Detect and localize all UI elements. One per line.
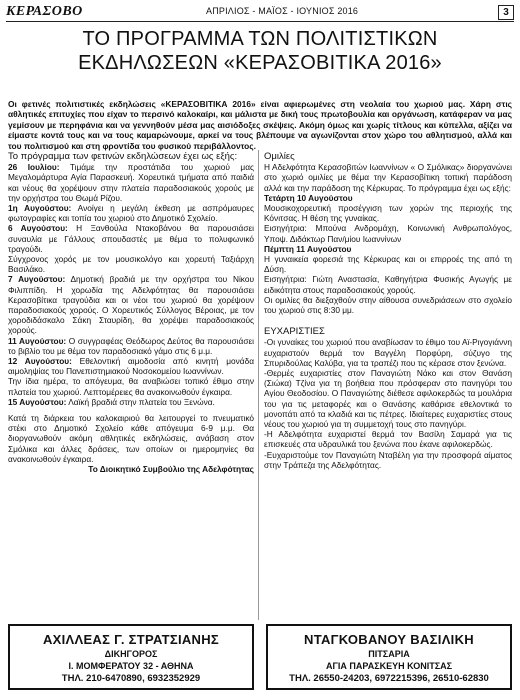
event-text: Σύγχρονος χορός με τον μουσικολόγο και χορευτή Ταξιάρχη Βασιλάκο. — [8, 254, 254, 275]
event-item — [8, 356, 254, 376]
article-title — [6, 27, 514, 75]
ad-name: ΝΤΑΓΚΟΒΑΝΟΥ ΒΑΣΙΛΙΚΗ — [304, 632, 474, 647]
lecture-venue: Οι ομιλίες θα διεξαχθούν στην αίθουσα συνεδριάσεων στο σχολείο του χωριού στις 8:30 μμ. — [264, 294, 512, 316]
event-item — [8, 274, 254, 335]
event-item — [8, 336, 254, 356]
ad-role: ΠΙΤΣΑΡΙΑ — [368, 649, 410, 659]
thanks-heading: ΕΥΧΑΡΙΣΤΙΕΣ — [264, 326, 325, 338]
event-text: Λαϊκή βραδιά στην πλατεία του Ξενώνα. — [66, 396, 215, 407]
newspaper-brand: ΚΕΡΑΣΟΒΟ — [6, 4, 83, 19]
ad-address: Ι. ΜΟΜΦΕΡΑΤΟΥ 32 - ΑΘΗΝΑ — [68, 661, 194, 671]
event-date: 15 Αυγούστου: — [8, 396, 67, 407]
issue-date: ΑΠΡΙΛΙΟΣ - ΜΑΪΟΣ - ΙΟΥΝΙΟΣ 2016 — [206, 6, 359, 16]
page-number: 3 — [498, 5, 514, 20]
ad-lawyer — [8, 624, 254, 690]
event-text: Δημοτική βραδιά με την ορχήστρα του Νίκου Φιλιππίδη. Η χορωδία της Αδελφότητας θα παρουσιάσει Κερασοβίτικα τραγούδια και οι νέοι του χωριού θα χορέψουν παραδοσιακούς χορούς. Ο Χορευτικός Σύλλογος Βέροιας, με τον χοροδιδάσκαλο Σάκη Σταυρίδη, θα χορέψει παραδοσιακούς χορούς. — [8, 274, 254, 336]
event-text: Ο συγγραφέας Θεόδωρος Δεύτος θα παρουσιάσει το βιβλίο του με θέμα τον παραδοσιακό γάμο στις 6 μ.μ. — [8, 335, 254, 356]
lecture-speaker: Εισηγήτρια: Γιώτη Αναστασία, Καθηγήτρια Φυσικής Αγωγής με ειδικότητα στους παραδοσιακούς χορούς. — [264, 274, 512, 295]
event-date: 26 Ιουλίου: — [8, 162, 60, 173]
lectures-intro: Η Αδελφότητα Κερασοβιτών Ιωαννίνων « Ο Σμόλικας» διοργανώνει στο χωριό ομιλίες με θέμα την Κερασοβίτικη τοπική παράδοση αλλά και την παράδοση της Κέρκυρας. Το πρόγραμμα έχει ως εξής: — [264, 162, 512, 193]
event-date: 1η Αυγούστου: — [8, 203, 72, 214]
thanks-item: -Οι γυναίκες του χωριού που αναβίωσαν το έθιμο του Αϊ-Ριγογιάννη ευχαριστούν θερμά τον Βαγγέλη Πορφύρη, σύζυγο της Σπυριδούλας Καλύβα, για τα τραπέζι που τις κέρασε στον ξενώνα. — [264, 337, 512, 368]
page-header — [6, 4, 514, 22]
event-text: Την ίδια ημέρα, το απόγευμα, θα αναβιώσει τοπικό έθιμο στην πλατεία του χωριού. Λεπτομέρειες θα ανακοινωθούν έγκαιρα. — [8, 376, 254, 397]
thanks-item: -Θερμές ευχαριστίες στον Παναγιώτη Νάκο και στον Θανάση (Σιώκα) Τζίνα για τη βοήθεια που πρόσφεραν στο πανηγύρι του Αγίου Θεοδοσίου. Ο Παναγιώτης διέθεσε αφιλοκερδώς τα μουλάρια του για τις μεταφορές και ο Θανάσης καθάρισε εθελοντικά το μονοπάτι από τα κλαδιά και τις πέτρες. Ιδιαίτερες ευχαριστίες στους νέους του χωριού για τη συμμετοχή τους στο πανηγύρι. — [264, 368, 512, 430]
lectures-column — [264, 152, 512, 470]
ad-phone: ΤΗΛ. 210-6470890, 6932352929 — [61, 673, 201, 684]
program-heading: Το πρόγραμμα των φετινών εκδηλώσεων έχει ως εξής: — [8, 151, 238, 162]
event-text: Εθελοντική αιμοδοσία από κινητή μονάδα αιμοληψίας του Πανεπιστημιακού Νοσοκομείου Ιωαννίνων. — [8, 356, 254, 377]
event-item — [8, 376, 254, 396]
ad-address: ΑΓΙΑ ΠΑΡΑΣΚΕΥΗ ΚΟΝΙΤΣΑΣ — [325, 661, 453, 671]
event-item — [8, 203, 254, 223]
lecture-date: Πέμπτη 11 Αυγούστου — [264, 243, 352, 254]
ad-name: ΑΧΙΛΛΕΑΣ Γ. ΣΤΡΑΤΣΙΑΝΗΣ — [42, 632, 220, 647]
event-text: Ανοίγει η μεγάλη έκθεση με ασπρόμαυρες φωτογραφίες και τοπία του χωριού στο Δημοτικό Σχολείο. — [8, 203, 254, 224]
lecture-topic: Μουσικοχορευτική προσέγγιση των χορών της περιοχής της Κόνιτσας. Η θέση της γυναίκας. — [264, 203, 512, 224]
lecture-topic: Η γυναικεία φορεσιά της Κέρκυρας και οι επιρροές της από τη Δύση. — [264, 254, 512, 275]
ad-phone: ΤΗΛ. 26550-24203, 6972215396, 26510-62830 — [289, 673, 489, 684]
event-date: 12 Αυγούστου: — [8, 356, 72, 367]
article-intro: Οι φετινές πολιτιστικές εκδηλώσεις «ΚΕΡΑΣΟΒΙΤΙΚΑ 2016» είναι αφιερωμένες στη νεολαία του χωριού μας. Χάρη στις αθλητικές επιτυχίες που είχαν το περσινό καλοκαίρι, και μάλιστα με δική τους πρωτοβουλία και οργάνωση, κατάφεραν να μας γεμίσουν με περηφάνια και να γεννηθούν μέσα μας αισιόδοξες σκέψεις. Ακόμη όμως και χωρίς τίτλους και κύπελλα, αξίζει να είμαστε κοντά τους και να τους καμαρώνουμε, αρκεί να τους βλέπουμε να αγωνίζονται στον χώρο του αθλητισμού, αλλά και του πολιτισμού και στη φροντίδα του φυσικού περιβάλλοντος. — [8, 99, 512, 151]
event-text: Η Ξανθούλα Ντακοβάνου θα παρουσιάσει συναυλία με Γάλλους σπουδαστές με θέμα το πολυφωνικό τραγούδι. — [8, 223, 254, 254]
thanks-item: -Η Αδελφότητα ευχαριστεί θερμά τον Βασίλη Σαμαρά για τις επισκευές στα υδραυλικά του ξενώνα που έκανε αφιλοκερδώς. — [264, 429, 512, 450]
event-date: 6 Αυγούστου: — [8, 223, 68, 234]
ad-role: ΔΙΚΗΓΟΡΟΣ — [104, 649, 158, 659]
event-item — [8, 397, 254, 407]
event-item — [8, 254, 254, 274]
program-column — [8, 152, 254, 474]
program-signature: Το Διοικητικό Συμβούλιο της Αδελφότητας — [88, 464, 254, 475]
title-line-1: ΤΟ ΠΡΟΓΡΑΜΜΑ ΤΩΝ ΠΟΛΙΤΙΣΤΙΚΩΝ — [82, 28, 438, 50]
lecture-date: Τετάρτη 10 Αυγούστου — [264, 192, 353, 203]
title-line-2: ΕΚΔΗΛΩΣΕΩΝ «ΚΕΡΑΣΟΒΙΤΙΚΑ 2016» — [78, 52, 442, 74]
event-date: 11 Αυγούστου: — [8, 335, 67, 346]
lectures-heading: Ομιλίες — [264, 151, 295, 162]
ad-pizzeria — [266, 624, 512, 690]
lecture-speaker: Εισηγήτρια: Μπούνα Ανδρομάχη, Κοινωνική Ανθρωπολόγος, Υποψ. Διδάκτωρ Παν/μίου Ιωαννίνων — [264, 223, 512, 244]
event-text: Τιμάμε την προστάτιδα του χωριού μας Μεγαλομάρτυρα Αγία Παρασκευή. Χορευτικά τμήματα από παιδιά και νέους θα χορέψουν στην πλατεία παραδοσιακούς χορούς με την ορχήστρα του Θωμά Ρίζου. — [8, 162, 255, 203]
event-date: 7 Αυγούστου: — [8, 274, 66, 285]
column-divider — [258, 150, 259, 620]
thanks-item: -Ευχαριστούμε τον Παναγιώτη Νταβέλη για την προσφορά αίματος στην Τράπεζα της Αδελφότητας. — [264, 449, 512, 470]
event-item — [8, 223, 254, 254]
program-closing: Κατά τη διάρκεια του καλοκαιριού θα λειτουργεί το πνευματικό στέκι στο Δημοτικό Σχολείο κάθε απόγευμα 6-9 μ.μ. Θα διοργανωθούν ακόμη αθλητικές εκδηλώσεις, ανάβαση στον Σμόλικα και άλλες δράσεις, των οποίων οι ημερομηνίες θα ανακοινωθούν έγκαιρα. — [8, 413, 254, 464]
event-item — [8, 162, 254, 203]
